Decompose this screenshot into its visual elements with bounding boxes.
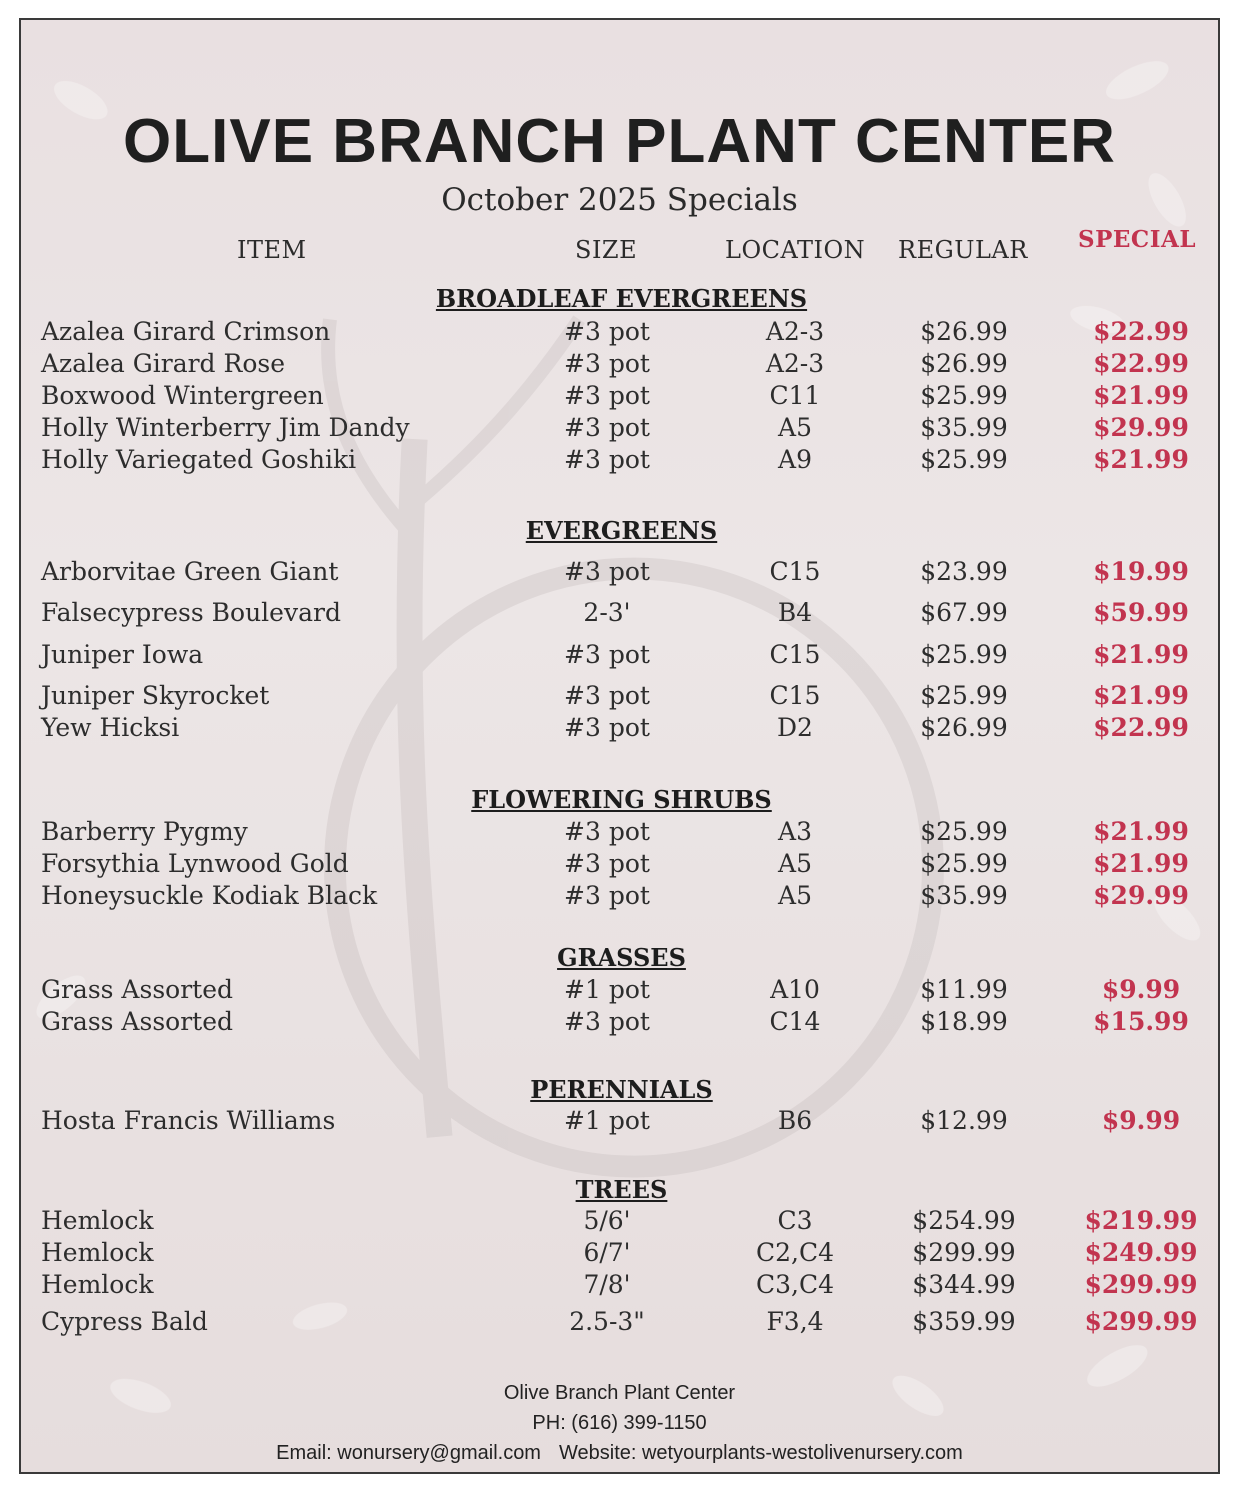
cell-location: C15 (769, 640, 821, 669)
cell-regular: $23.99 (920, 557, 1008, 586)
cell-item: Grass Assorted (41, 1007, 233, 1036)
cell-regular: $25.99 (920, 640, 1008, 669)
cell-size: #3 pot (564, 1007, 650, 1036)
cell-special: $19.99 (1093, 557, 1189, 586)
category-heading: BROADLEAF EVERGREENS (435, 284, 808, 313)
cell-size: 6/7' (583, 1238, 631, 1267)
cell-regular: $299.99 (912, 1238, 1016, 1267)
cell-item: Grass Assorted (41, 975, 233, 1004)
cell-item: Juniper Skyrocket (41, 681, 270, 710)
price-sheet (19, 18, 1220, 1474)
cell-size: #3 pot (564, 317, 650, 346)
cell-regular: $25.99 (920, 445, 1008, 474)
cell-item: Hemlock (41, 1238, 154, 1267)
cell-size: #3 pot (564, 445, 650, 474)
cell-item: Hemlock (41, 1206, 154, 1235)
cell-size: #3 pot (564, 849, 650, 878)
cell-item: Holly Variegated Goshiki (41, 445, 357, 474)
cell-size: #3 pot (564, 881, 650, 910)
cell-size: #3 pot (564, 681, 650, 710)
cell-size: 2-3' (583, 598, 631, 627)
cell-special: $21.99 (1093, 445, 1189, 474)
cell-location: C15 (769, 557, 821, 586)
cell-location: A2-3 (765, 349, 825, 378)
column-header-size: SIZE (575, 236, 638, 264)
cell-regular: $344.99 (912, 1270, 1016, 1299)
cell-special: $299.99 (1084, 1270, 1198, 1299)
cell-special: $22.99 (1093, 713, 1189, 742)
cell-regular: $25.99 (920, 381, 1008, 410)
cell-special: $219.99 (1084, 1206, 1198, 1235)
cell-item: Forsythia Lynwood Gold (41, 849, 349, 878)
cell-regular: $25.99 (920, 849, 1008, 878)
cell-regular: $359.99 (912, 1307, 1016, 1336)
cell-special: $21.99 (1093, 849, 1189, 878)
cell-special: $22.99 (1093, 317, 1189, 346)
cell-regular: $18.99 (920, 1007, 1008, 1036)
cell-size: #3 pot (564, 713, 650, 742)
category-heading: FLOWERING SHRUBS (471, 785, 772, 814)
cell-regular: $12.99 (920, 1106, 1008, 1135)
cell-special: $299.99 (1084, 1307, 1198, 1336)
cell-special: $21.99 (1093, 381, 1189, 410)
category-heading: GRASSES (557, 943, 686, 972)
cell-special: $29.99 (1093, 881, 1189, 910)
cell-item: Cypress Bald (41, 1307, 208, 1336)
cell-size: #3 pot (564, 381, 650, 410)
column-header-regular: REGULAR (898, 236, 1028, 264)
cell-regular: $25.99 (920, 681, 1008, 710)
cell-regular: $26.99 (920, 713, 1008, 742)
footer-website: Website: wetyourplants-westolivenursery.com (558, 1442, 963, 1464)
cell-location: F3,4 (766, 1307, 824, 1336)
cell-location: C11 (769, 381, 821, 410)
cell-size: #3 pot (564, 349, 650, 378)
cell-location: C14 (769, 1007, 821, 1036)
cell-item: Hemlock (41, 1270, 154, 1299)
column-header-special: SPECIAL (1078, 226, 1197, 253)
cell-size: #3 pot (564, 557, 650, 586)
footer-name: Olive Branch Plant Center (503, 1382, 736, 1404)
cell-special: $29.99 (1093, 413, 1189, 442)
cell-size: #3 pot (564, 413, 650, 442)
cell-location: A9 (778, 445, 812, 474)
cell-regular: $67.99 (920, 598, 1008, 627)
cell-special: $59.99 (1093, 598, 1189, 627)
cell-location: C15 (769, 681, 821, 710)
cell-special: $21.99 (1093, 640, 1189, 669)
cell-item: Azalea Girard Rose (41, 349, 285, 378)
cell-location: D2 (777, 713, 813, 742)
cell-location: A3 (778, 817, 812, 846)
cell-regular: $254.99 (912, 1206, 1016, 1235)
cell-item: Juniper Iowa (41, 640, 204, 669)
cell-item: Honeysuckle Kodiak Black (41, 881, 378, 910)
cell-regular: $26.99 (920, 317, 1008, 346)
column-header-item: ITEM (237, 236, 307, 264)
cell-special: $9.99 (1101, 975, 1181, 1004)
cell-size: 2.5-3" (569, 1307, 645, 1336)
cell-regular: $35.99 (920, 881, 1008, 910)
cell-regular: $26.99 (920, 349, 1008, 378)
cell-special: $249.99 (1084, 1238, 1198, 1267)
cell-item: Azalea Girard Crimson (41, 317, 331, 346)
category-heading: PERENNIALS (530, 1075, 713, 1104)
footer-contact (21, 1442, 1218, 1465)
cell-size: #3 pot (564, 640, 650, 669)
cell-special: $21.99 (1093, 817, 1189, 846)
cell-location: B6 (777, 1106, 813, 1135)
cell-location: A5 (778, 849, 812, 878)
cell-size: 5/6' (583, 1206, 631, 1235)
cell-size: #3 pot (564, 817, 650, 846)
cell-special: $21.99 (1093, 681, 1189, 710)
cell-location: C3 (777, 1206, 813, 1235)
category-heading: TREES (575, 1175, 668, 1204)
footer-email: Email: wonursery@gmail.com (276, 1442, 541, 1464)
column-header-location: LOCATION (725, 236, 866, 264)
cell-size: #1 pot (564, 975, 650, 1004)
cell-location: B4 (777, 598, 813, 627)
page-title: OLIVE BRANCH PLANT CENTER (123, 107, 1116, 176)
cell-item: Boxwood Wintergreen (41, 381, 324, 410)
category-heading: EVERGREENS (525, 516, 718, 545)
cell-location: A5 (778, 413, 812, 442)
cell-item: Holly Winterberry Jim Dandy (41, 413, 410, 442)
cell-item: Falsecypress Boulevard (41, 598, 341, 627)
cell-regular: $35.99 (920, 413, 1008, 442)
cell-location: A2-3 (765, 317, 825, 346)
cell-size: 7/8' (583, 1270, 631, 1299)
cell-special: $9.99 (1101, 1106, 1181, 1135)
cell-location: C2,C4 (755, 1238, 834, 1267)
cell-item: Barberry Pygmy (41, 817, 248, 846)
footer-phone: PH: (616) 399-1150 (532, 1412, 707, 1434)
cell-location: A5 (778, 881, 812, 910)
page-subtitle: October 2025 Specials (441, 182, 798, 218)
cell-item: Yew Hicksi (41, 713, 180, 742)
cell-item: Arborvitae Green Giant (41, 557, 339, 586)
cell-special: $22.99 (1093, 349, 1189, 378)
cell-location: C3,C4 (755, 1270, 834, 1299)
cell-item: Hosta Francis Williams (41, 1106, 336, 1135)
cell-special: $15.99 (1093, 1007, 1189, 1036)
cell-regular: $11.99 (920, 975, 1008, 1004)
cell-regular: $25.99 (920, 817, 1008, 846)
cell-location: A10 (770, 975, 820, 1004)
cell-size: #1 pot (564, 1106, 650, 1135)
